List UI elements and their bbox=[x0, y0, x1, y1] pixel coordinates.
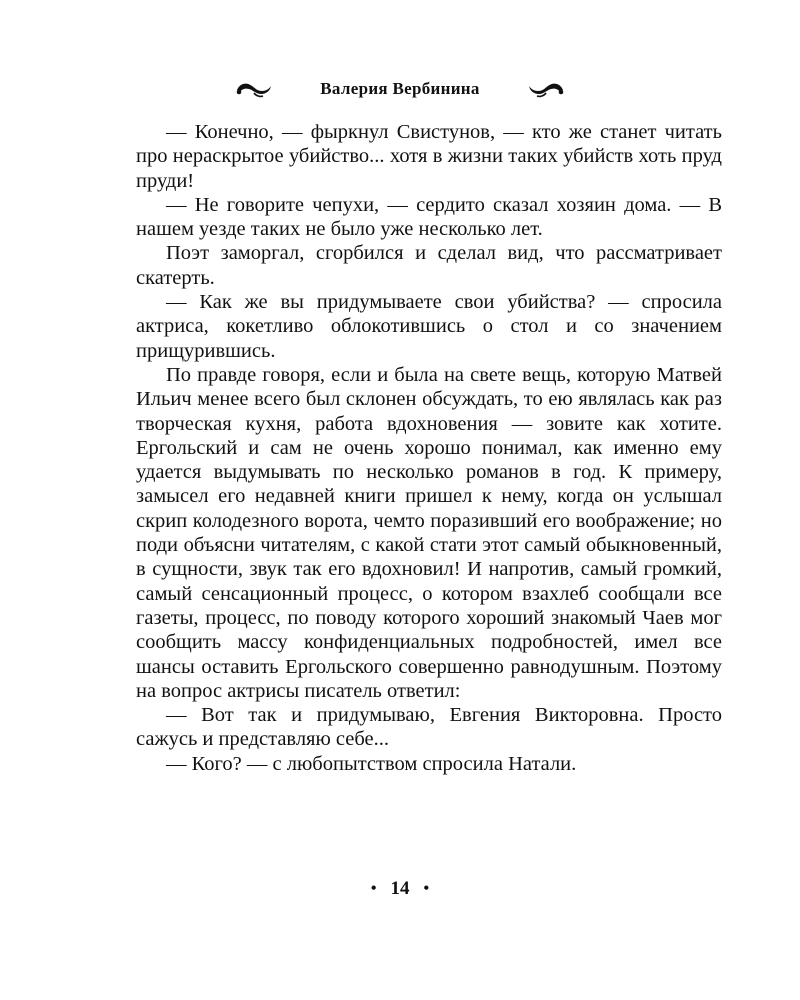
paragraph: По правде говоря, если и была на свете вещь, которую Матвей Ильич менее всего был склонен обсуждать, то ею являлась как раз творческая кухня, работа вдохновения — зовите как хотите. Ергольский и сам не очень хорошо понимал, как именно ему удается выдумывать по несколько романов в год. К примеру, замысел его недавней книги пришел к нему, когда он услышал скрип колодезного ворота, чемто поразивший его воображение; но поди объясни читателям, с какой стати этот самый обыкновенный, в сущности, звук так его вдохновил! И напротив, самый громкий, самый сенсационный процесс, о котором взахлеб сообщали все газеты, процесс, по поводу которого хороший знакомый Чаев мог сообщить массу конфиденциальных подробностей, имел все шансы оставить Ергольского совершенно равнодушным. Поэтому на вопрос актрисы писатель ответил: bbox=[136, 363, 722, 702]
page-number: 14 bbox=[390, 878, 410, 899]
paragraph: — Кого? — с любопытством спросила Натали. bbox=[166, 752, 577, 775]
ornament-right-icon bbox=[526, 78, 566, 100]
paragraph: — Как же вы придумываете свои убийства? — спросила актриса, кокетливо облокотившись о стол и со значением прищурившись. bbox=[136, 291, 722, 362]
body-text bbox=[136, 120, 722, 776]
ornament-left-icon bbox=[234, 78, 274, 100]
bullet-right: • bbox=[423, 880, 430, 897]
running-title: Валерия Вербинина bbox=[320, 79, 480, 98]
paragraph: — Вот так и придумываю, Евгения Викторовна. Просто сажусь и представляю себе... bbox=[136, 704, 722, 751]
page-number-footer bbox=[0, 878, 800, 900]
running-header bbox=[0, 74, 800, 104]
paragraph: — Не говорите чепухи, — сердито сказал хозяин дома. — В нашем уезде таких не было уже несколько лет. bbox=[136, 193, 722, 241]
bullet-left: • bbox=[370, 880, 377, 897]
paragraph: — Конечно, — фыркнул Свистунов, — кто же станет читать про нераскрытое убийство... хотя в жизни таких убийств хоть пруд пруди! bbox=[136, 121, 722, 192]
paragraph: Поэт заморгал, сгорбился и сделал вид, что рассматривает скатерть. bbox=[136, 242, 722, 289]
